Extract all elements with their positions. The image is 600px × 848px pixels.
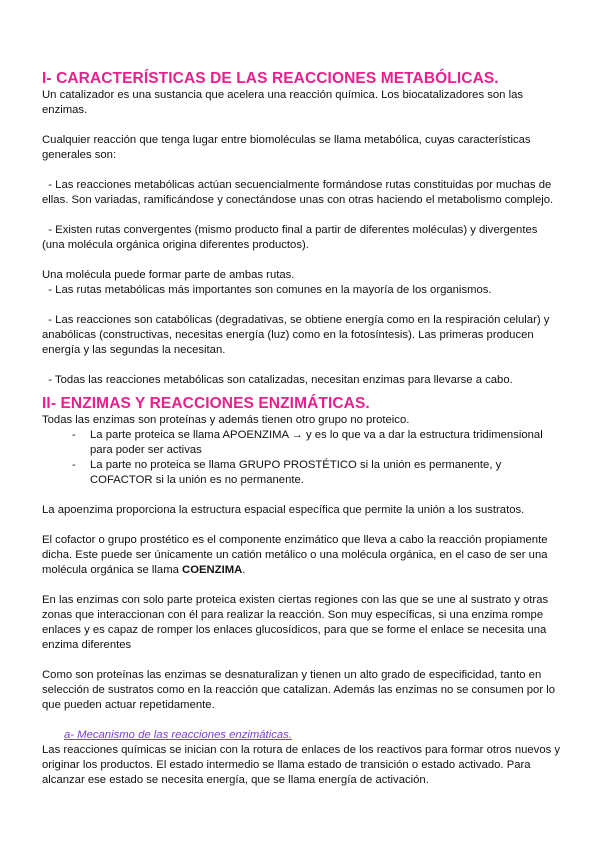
paragraph: En las enzimas con solo parte proteica existen ciertas regiones con las que se une al sustrato y otras zonas que interaccionan con él para realizar la reacción. Son muy específicas, si una enzima rompe enlaces y es capaz de romper los enlaces glucosídicos, para que se forme el enlace se necesita una enzima diferentes [42,594,549,651]
paragraph: Cualquier reacción que tenga lugar entre biomoléculas se llama metabólica, cuyas características generales son: [42,134,531,161]
paragraph: Una molécula puede formar parte de ambas rutas. [42,269,295,281]
paragraph-text: El cofactor o grupo prostético es el componente enzimático que lleva a cabo la reacción propiamente dicha. Este puede ser únicamente un catión metálico o una molécula orgánica, en el caso de ser una molécula orgánica se llama [42,534,548,576]
paragraph: - Las rutas metabólicas más importantes son comunes en la mayoría de los organismos. [42,284,492,296]
paragraph: - Las reacciones son catabólicas (degradativas, se obtiene energía como en la respiración celular) y anabólicas (constructivas, necesitas energía (luz) como en la fotosíntesis). Las primeras producen energía y las segundas la necesitan. [42,314,553,356]
paragraph: Como son proteínas las enzimas se desnaturalizan y tienen un alto grado de especificidad, tanto en selección de sustratos como en la reacción que catalizan. Además las enzimas no se consumen por lo que pueden actuar repetidamente. [42,669,556,711]
section-1-heading: I- CARACTERÍSTICAS DE LAS REACCIONES METABÓLICAS. [42,70,499,87]
paragraph: - Las reacciones metabólicas actúan secuencialmente formándose rutas constituidas por muchas de ellas. Son variadas, ramificándose y conectándose unas con otras haciendo el metabolismo complejo. [42,179,555,206]
list-item [72,428,562,458]
paragraph: - Existen rutas convergentes (mismo producto final a partir de diferentes moléculas) y divergentes (una molécula orgánica origina diferentes productos). [42,224,541,251]
paragraph [42,533,562,578]
list-item-text: La parte no proteica se llama GRUPO PROSTÉTICO si la unión es permanente, y COFACTOR si la unión es no permanente. [90,459,502,486]
paragraph: Todas las enzimas son proteínas y además tienen otro grupo no proteico. [42,414,410,426]
section-2-heading: II- ENZIMAS Y REACCIONES ENZIMÁTICAS. [42,395,370,412]
list-marker: - [72,459,76,471]
paragraph: Un catalizador es una sustancia que acelera una reacción química. Los biocatalizadores son las enzimas. [42,89,524,116]
paragraph: - Todas las reacciones metabólicas son catalizadas, necesitan enzimas para llevarse a cabo. [42,374,513,386]
document-page [42,70,562,788]
list-marker: - [72,429,76,441]
coenzima-term: COENZIMA [182,564,243,576]
paragraph: La apoenzima proporciona la estructura espacial específica que permite la unión a los sustratos. [42,504,525,516]
paragraph: Las reacciones químicas se inician con la rotura de enlaces de los reactivos para formar otros nuevos y originar los productos. El estado intermedio se llama estado de transición o estado activado. Para alcanzar ese estado se necesita energía, que se llama energía de activación. [42,744,561,786]
list-item [72,458,562,488]
paragraph-end: . [242,564,246,576]
subsection-heading: a- Mecanismo de las reacciones enzimáticas. [64,729,292,741]
list-item-text: La parte proteica se llama APOENZIMA → y es lo que va a dar la estructura tridimensional para poder ser activas [90,429,543,456]
